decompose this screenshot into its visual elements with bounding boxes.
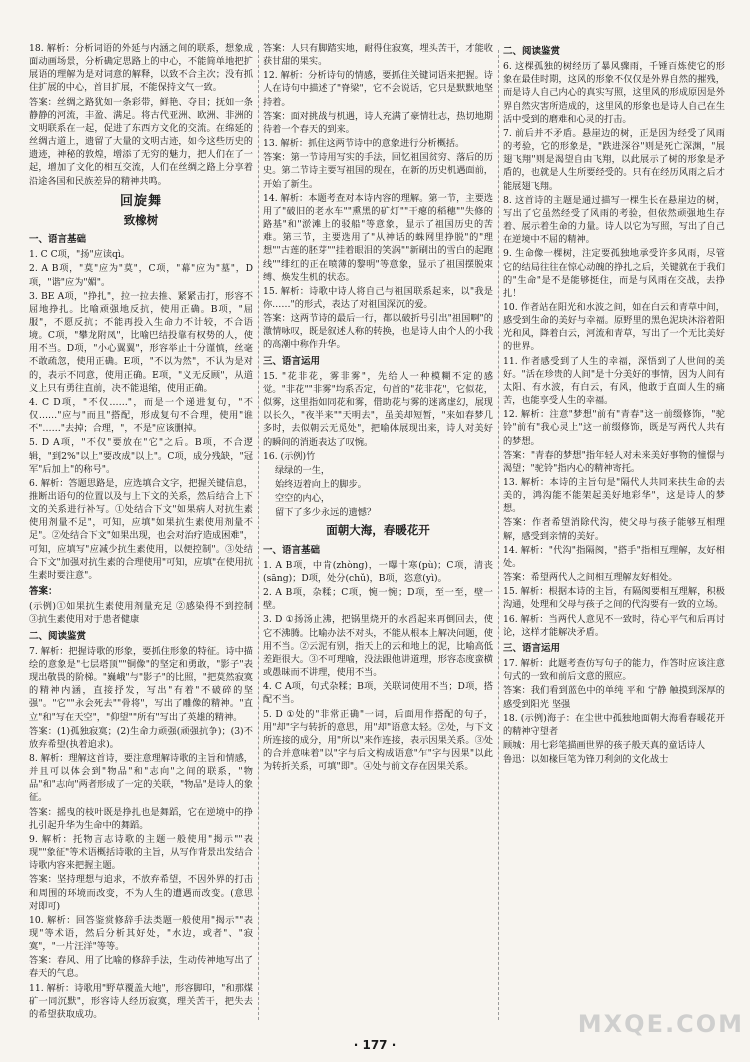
column-left (29, 42, 253, 1032)
poem-line: 绿绿的一生， (275, 464, 331, 476)
answer-label: 答案： (29, 586, 58, 598)
answer-item: 答案：作者希望消除代沟，使父母与孩子能够互相理解，感受到亲情的美好。 (503, 517, 725, 542)
answer-item: 9. 生命像一棵树，注定要孤独地承受许多风雨，尽管它的结局往往在惊心动魄的挣扎之后，关键就在于我们的"生命"是不是能够挺住，而是与风雨在交战，去挣扎！ (503, 248, 725, 299)
answer-item: 2. A B项，杂糅；C项，惋一惋；D项，至一至，壁一壁。 (263, 587, 493, 612)
answer-item: 6. 这棵孤独的树经历了暴风骤雨，千锤百炼使它的形象在最佳时期，这风的形象不仅仅是外界自然的摧残，而是诗人自己内心的真实写照，这里风的形成原因是外界自然灾害所造成的，这里风的形象也是诗人自己在生活中受到的磨难和心灵的打击。 (503, 61, 725, 125)
answer-item: (示例)①如果抗生素使用剂量充足 ②感染得不到控制 ③抗生素使用对于患者健康 (29, 601, 253, 626)
answer-item: 10. 解析：回答鉴赏修辞手法类题一般使用"揭示""表现"等术语，然后分析其好处，"水边，或者"、"寂寞"，"一片汪洋"等等。 (29, 914, 253, 953)
answer-item: 16. 解析：当两代人意见不一致时，待心平气和后再讨论，这样才能解决矛盾。 (503, 613, 725, 638)
poem-line: 始终迈着向上的脚步。 (275, 479, 367, 490)
answer-item: 14. 解析："代沟"指隔阂，"搭手"指相互理解，友好相处。 (503, 544, 725, 569)
poem-heading: 16. (示例)竹 (263, 450, 316, 462)
answer-item: 11. 解析：诗歌用"野草覆盖大地"，形容脚印，"和那煤矿一同沉默"，形容诗人经历寂寞，理关苦干，把失去的希望获取成功。 (29, 982, 253, 1020)
answer-item: 答案："青春的梦想"指年轻人对未来美好事物的憧憬与渴望；"驼铃"指内心的精神寄托。 (503, 449, 725, 474)
answer-item: 8. 这首诗的主题是通过描写一棵生长在悬崖边的树，写出了它虽然经受了风雨的考验，但依然顽强地生存着、展示着生命的力量。诗人以它为写照，写出了自己在逆境中不屈的精神。 (503, 194, 725, 246)
answer-item: 1. C C项，"扬"应读qì。 (29, 249, 131, 261)
unit-title: 回旋舞 (119, 193, 162, 209)
answer-item: 15. 解析：诗歌中诗人将自己与祖国联系起来，以"我是你……"的形式，表达了对祖国深沉的爱。 (263, 285, 493, 310)
lesson-title: 致橡树 (123, 212, 159, 227)
answer-item: 12. 解析：注意"梦想"前有"青春"这一前缀修饰，"驼铃"前有"我心灵上"这一前缀修饰，既是写两代人共有的梦想。 (503, 409, 725, 447)
page-number: · 177 · (353, 1038, 397, 1052)
answer-item: 8. 解析：理解这首诗，要注意理解诗歌的主旨和情感，并且可以体会到"物品"和"志向"之间的联系，"物品"和"志向"两者形成了一定的关联，"物品"是诗人的象征。 (29, 752, 253, 804)
answer-item: 答案：希望两代人之间相互理解友好相处。 (503, 572, 678, 584)
answer-item: 11. 作者感受到了人生的幸福，深悟到了人世间的美好。"活在珍贵的人间"是十分美好的事情，因为人间有太阳、有水波，有白云，有风，他敢于直面人生的痛苦，也能享受人生的幸福。 (503, 355, 725, 407)
column-right (503, 42, 725, 1032)
answer-item: 答案：春风、用了比喻的修辞手法，生动传神地写出了春天的气息。 (29, 955, 253, 980)
answer-item: 18. 解析：分析词语的外延与内涵之间的联系，想象成面动画场景，分析确定思路上的中心，不能简单地把扩展语的理解为是对词意的解释，以致不合主次；没有抓住扩展的中心，首目扩展，不能保持文气一致。 (29, 43, 253, 94)
poem-line: 留下了多少永远的遗憾？ (275, 507, 377, 519)
answer-item: 9. 解析：托物言志诗歌的主题一般使用"揭示""表现""象征"等术语概括诗歌的主旨，从写作背景出发结合诗歌内容来把握主题。 (29, 833, 253, 872)
answer-item: 2. A B项，"莫"应为"莫"，C项，"幕"应为"墓"，D项，"谐"应为"媚"。 (29, 263, 253, 288)
answer-item: 答案：摇曳的枝叶既是挣扎也是舞蹈，它在逆境中的挣扎引起升华为生命中的舞蹈。 (29, 806, 253, 831)
answer-item: 答案：我们看到蓝色中的单纯 平和 宁静 触摸到深厚的 感受到阳光 坚强 (503, 685, 725, 710)
section-heading: 二、阅读鉴赏 (503, 46, 561, 57)
column-middle (263, 42, 493, 1032)
answer-item: 7. 前后并不矛盾。悬崖边的树，正是因为经受了风雨的考验，它的形象是，"跌进深谷"则是死亡深渊，"展翅飞翔"则是渴望自由飞翔，以此展示了树的形象是矛盾的，也就是人生所要经受的。只有在经历风雨之后才能展翅飞翔。 (503, 127, 725, 192)
answer-item: 7. 解析：把握诗歌的形象，要抓住形象的特征。诗中描绘的意象是"七层塔顶""铜像"的坚定和勇敢，"影子"表现出敬畏的阶梯。"巍峨"与"影子"的比照，"把莫然寂寞的精神内涵，直接抒发，写出"有着"不破碎的坚强"。"它""永会死去""骨将"，写出了雕像的精神。"直立"和"写在天空"，"仰望""所有"写出了英雄的精神。 (29, 645, 253, 723)
answer-item: 顾城：用七彩笔描画世界的孩子般天真的童话诗人 (503, 739, 706, 751)
answer-item: 答案：(1)孤独寂寞；(2)生命力顽强(顽强抗争)；(3)不放弃希望(执着追求)。 (29, 725, 253, 750)
answer-item: 鲁迅：以如椽巨笔为锋刀利剑的文化战士 (503, 754, 669, 766)
column-divider (258, 50, 259, 1020)
section-heading: 三、语言运用 (263, 355, 321, 367)
answer-item: 15. "花非花，雾非雾"，先给人一种模糊不定的感觉。"非花""非雾"均系否定，句首的"花非花"，它似花，似雾，这里指如同花和雾，借助花与雾的迷离虚幻，展现以长久，"夜半来""天明去"，虽美却短暂，"来如春梦几多时，去似朝云无觅处"，把喻体展现出来，诗人对美好的瞬间的消逝表达了叹惋。 (263, 370, 493, 448)
answer-item: 15. 解析：根据本诗的主旨，有隔阂要相互理解，积极沟通，处理和父母与孩子之间的代沟要有一致的立场。 (503, 586, 725, 611)
answer-item: 答案：人只有脚踏实地，耐得住寂寞，埋头苦干，才能收获甘甜的果实。 (263, 43, 493, 68)
answer-item: 答案：第一节诗用写实的手法，回忆祖国贫穷、落后的历史。第二节诗主要写祖国的现在，在新的历史机遇面前，开始了新生。 (263, 152, 493, 190)
answer-item: 4. C D项，"不仅……"，而是一个递进复句，"不仅……"应与"而且"搭配，形成复句不合理，使用"谁不"……"去掉；合理，"，不是"应该删掉。 (29, 396, 253, 435)
answer-item: 17. 解析：此题考查仿写句子的能力，作答时应该注意句式的一致和前后文意的照应。 (503, 658, 725, 683)
column-divider (498, 50, 499, 1020)
watermark-logo: MXQE.COM (577, 1010, 744, 1038)
answer-item: 5. D A项，"不仅"要放在"它"之后。B项，不合逻辑，"到2%"以上"要改成"以上"。C项，成分残缺，"冠军"后加上"的称号"。 (29, 437, 253, 475)
section-heading: 二、阅读鉴赏 (29, 630, 87, 642)
answer-item: 3. BE A项，"挣扎"，拉一拉去推、紧紧击打，形容不屈地挣扎。比喻顽强地反抗，使用正确。B项，"屈服"，不愿反抗；不能再投入生命力不计较，不合语境。C项，"攀龙附凤"，比喻巴结投靠有权势的人，使用不当。D项，"小心翼翼"，形容举止十分谨慎，丝毫不敢疏忽，使用正确。E项，"不以为然"，不认为是对的，表示不同意，使用正确。E项，"义无反顾"，从道义上只有勇往直前，决不能退缩，使用正确。 (29, 290, 253, 394)
answer-item: 答案：坚持理想与追求，不放弃希望，不因外界的打击和周围的环境而改变，不为人生的遭遇而改变。(意思对即可) (29, 874, 253, 912)
section-heading: 一、语言基础 (263, 544, 321, 556)
answer-item: 5. D ①处的"非常正确"一词，后面用作搭配的句子，用"却"字与转折的意思，用"却"语意太轻。②处，与下文所连接的成分，用"所以"来作连接，表示因果关系。③处的合并意味着"以"字与后文构成语意"乍"字与因果"以此为转折关系，可填"即"。④处与前文存在因果关系。 (263, 708, 493, 773)
answer-item: 13. 解析：抓住这两节诗中的意象进行分析概括。 (263, 138, 465, 150)
answer-item: 4. C A项，句式杂糅；B项，关联词使用不当；D项，搭配不当。 (263, 681, 493, 706)
section-heading: 一、语言基础 (29, 234, 87, 246)
answer-item: 答案：丝绸之路犹如一条彩带，鲜艳、夺目；抚如一条静静的河流，丰盈、满足。将古代亚洲、欧洲、非洲的文明联系在一起，促进了东西方文化的交流。在绵延的丝绸古道上，遗留了大量的文明古迹，如今这些历史的遗迹，神秘的敦煌，增添了无穷的魅力，把人们在了一起，增加了文化的相互交流，人们在丝绸之路上分享着沿途各国和民族差异的精神共鸣。 (29, 96, 253, 187)
poem-line: 空空的内心， (275, 493, 331, 505)
answer-item: 14. 解析：本题考查对本诗内容的理解。第一节，主要选用了"破旧的老水车""熏黑的矿灯""干瘪的稻穗""失修的路基"和"淤滩上的驳船"等意象，显示了祖国历史的苦难。第三节，主要选用了"从神话的蛛网里挣脱"的"理想""古莲的胚芽""挂着眼泪的笑涡""新刷出的雪白的起跑线""绯红的正在喷薄的黎明"等意象，显示了祖国摆脱束缚、焕发生机的状态。 (263, 192, 493, 283)
answer-item: 18. (示例)海子：在尘世中孤独地面朝大海看春暖花开的精神守望者 (503, 712, 725, 737)
answer-item: 1. A B项，中肯(zhòng)，一曝十寒(pù)；C项，清丧(sāng)；D项，处分(chǔ)，B项，恣意(yì)。 (263, 559, 493, 584)
answer-item: 答案：这两节诗的最后一行，都以破折号引出"祖国啊"的激情咏叹，既是叙述人称的转换，也是诗人由个人的小我的高潮中称作升华。 (263, 313, 493, 351)
lesson-title: 面朝大海，春暖花开 (326, 523, 430, 538)
answer-item: 3. D ①扬汤止沸，把锅里烧开的水舀起来再倒回去，使它不沸腾。比喻办法不对头，不能从根本上解决问题，使用不当。②云泥有别，指天上的云和地上的泥，比喻高低差距很大。③不可理喻，没法跟他讲道理，形容态度蛮横或愚昧而不讲理，使用不当。 (263, 614, 493, 679)
answer-item: 12. 解析：分析诗句的情感，要抓住关键词语来把握。诗人在诗句中描述了"脊梁"，它不会说话，它只是默默地坚持着。 (263, 70, 493, 108)
answer-item: 6. 解析：答题思路是，应选填合文字，把握关键信息，推断出语句的位置以及与上下文的关系，然后结合上下文的关系进行补写。①处结合下文"如果病人对抗生素使用剂量不足"，可知，应填"如果抗生素使用剂量不足"。②处结合下文"如果出现，也会对治疗造成困难"，可知，应填写"应减少抗生素使用，以便控制"。③处结合下文"加强对抗生素的合理使用"可知，应填"在使用抗生素时要注意"。 (29, 477, 253, 581)
answer-item: 10. 作者站在阳光和水波之间，如在白云和青草中间，感受到生命的美好与幸福。原野里的黑色泥块沐浴着阳光和风，降着白云，河流和青草，写出了一个无比美好的世界。 (503, 301, 725, 353)
answer-item: 答案：面对挑战与机遇，诗人充满了豪情壮志，热切地期待着一个春天的到来。 (263, 110, 493, 135)
answer-item: 13. 解析：本诗的主旨句是"隔代人共同来扶生命的去美的，鸿沟能不能架起美好地彩华"，这是诗人的梦想。 (503, 477, 725, 515)
section-heading: 三、语言运用 (503, 642, 561, 654)
